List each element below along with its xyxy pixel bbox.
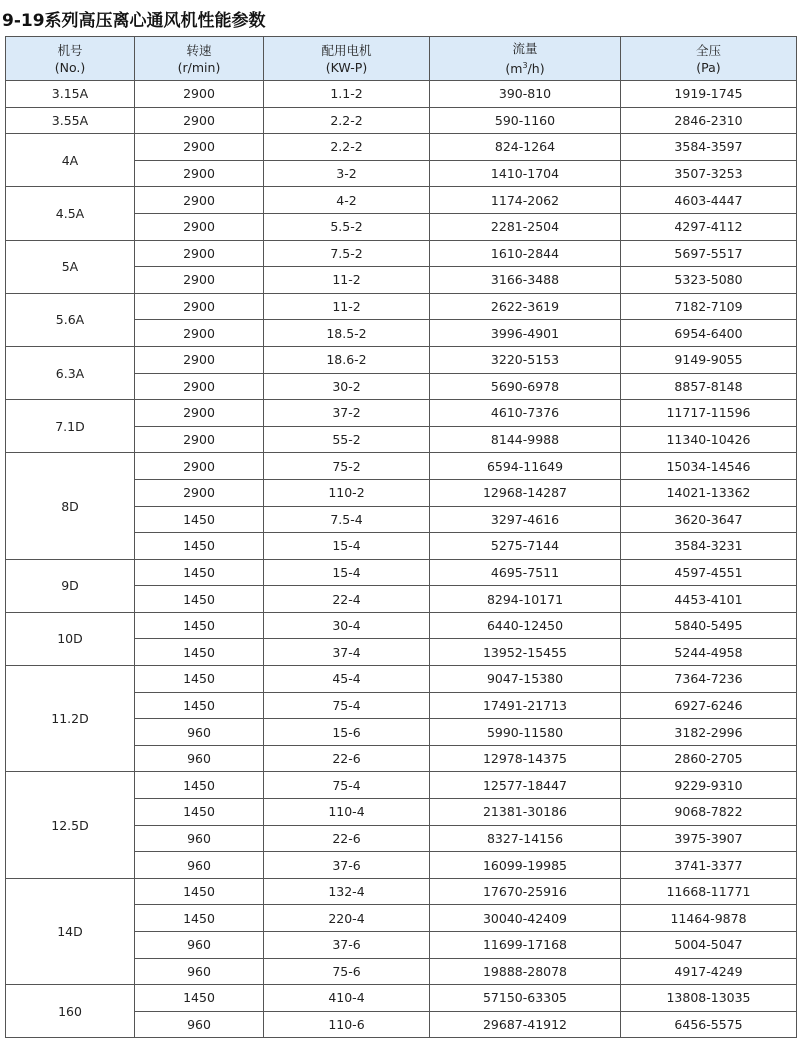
header-flow: 流量 $(m^3/h)$ bbox=[430, 37, 621, 81]
model-cell: 9D bbox=[6, 559, 135, 612]
pressure-cell: 6456-5575 bbox=[621, 1011, 797, 1038]
speed-cell: 960 bbox=[135, 719, 264, 746]
motor-cell: 7.5-2 bbox=[264, 240, 430, 267]
motor-cell: 30-4 bbox=[264, 612, 430, 639]
model-cell: 4A bbox=[6, 134, 135, 187]
speed-cell: 1450 bbox=[135, 612, 264, 639]
flow-cell: 9047-15380 bbox=[430, 666, 621, 693]
motor-cell: 18.6-2 bbox=[264, 346, 430, 373]
model-cell: 3.55A bbox=[6, 107, 135, 134]
pressure-cell: 3975-3907 bbox=[621, 825, 797, 852]
model-cell: 5A bbox=[6, 240, 135, 293]
flow-cell: 5275-7144 bbox=[430, 533, 621, 560]
flow-cell: 6594-11649 bbox=[430, 453, 621, 480]
pressure-cell: 4603-4447 bbox=[621, 187, 797, 214]
table-row bbox=[6, 293, 797, 320]
flow-cell: 4695-7511 bbox=[430, 559, 621, 586]
motor-cell: 11-2 bbox=[264, 267, 430, 294]
speed-cell: 2900 bbox=[135, 160, 264, 187]
pressure-cell: 9068-7822 bbox=[621, 799, 797, 826]
model-cell: 7.1D bbox=[6, 400, 135, 453]
model-cell: 11.2D bbox=[6, 666, 135, 772]
motor-cell: 75-2 bbox=[264, 453, 430, 480]
speed-cell: 960 bbox=[135, 825, 264, 852]
model-cell: 160 bbox=[6, 985, 135, 1038]
motor-cell: 15-4 bbox=[264, 559, 430, 586]
flow-cell: 1174-2062 bbox=[430, 187, 621, 214]
model-cell: 5.6A bbox=[6, 293, 135, 346]
pressure-cell: 3584-3231 bbox=[621, 533, 797, 560]
pressure-cell: 1919-1745 bbox=[621, 81, 797, 108]
table-row bbox=[6, 134, 797, 161]
speed-cell: 1450 bbox=[135, 666, 264, 693]
flow-cell: 19888-28078 bbox=[430, 958, 621, 985]
model-cell: 6.3A bbox=[6, 346, 135, 399]
flow-cell: 1410-1704 bbox=[430, 160, 621, 187]
flow-cell: 8294-10171 bbox=[430, 586, 621, 613]
pressure-cell: 11668-11771 bbox=[621, 878, 797, 905]
table-row bbox=[6, 666, 797, 693]
motor-cell: 220-4 bbox=[264, 905, 430, 932]
table-row bbox=[6, 985, 797, 1012]
header-pressure: 全压 (Pa) bbox=[621, 37, 797, 81]
header-speed: 转速 (r/min) bbox=[135, 37, 264, 81]
table-body bbox=[6, 81, 797, 1038]
header-motor: 配用电机 (KW-P) bbox=[264, 37, 430, 81]
table-row bbox=[6, 81, 797, 108]
flow-cell: 29687-41912 bbox=[430, 1011, 621, 1038]
table-row bbox=[6, 240, 797, 267]
speed-cell: 2900 bbox=[135, 373, 264, 400]
pressure-cell: 11717-11596 bbox=[621, 400, 797, 427]
pressure-cell: 3507-3253 bbox=[621, 160, 797, 187]
pressure-cell: 5840-5495 bbox=[621, 612, 797, 639]
speed-cell: 2900 bbox=[135, 479, 264, 506]
table-row bbox=[6, 878, 797, 905]
pressure-cell: 9229-9310 bbox=[621, 772, 797, 799]
pressure-cell: 9149-9055 bbox=[621, 346, 797, 373]
speed-cell: 960 bbox=[135, 1011, 264, 1038]
speed-cell: 2900 bbox=[135, 320, 264, 347]
pressure-cell: 2846-2310 bbox=[621, 107, 797, 134]
pressure-cell: 5697-5517 bbox=[621, 240, 797, 267]
flow-cell: 17670-25916 bbox=[430, 878, 621, 905]
speed-cell: 2900 bbox=[135, 346, 264, 373]
table-row bbox=[6, 187, 797, 214]
pressure-cell: 5004-5047 bbox=[621, 932, 797, 959]
motor-cell: 2.2-2 bbox=[264, 107, 430, 134]
pressure-cell: 4297-4112 bbox=[621, 213, 797, 240]
pressure-cell: 5323-5080 bbox=[621, 267, 797, 294]
flow-cell: 8327-14156 bbox=[430, 825, 621, 852]
pressure-cell: 13808-13035 bbox=[621, 985, 797, 1012]
flow-cell: 13952-15455 bbox=[430, 639, 621, 666]
speed-cell: 1450 bbox=[135, 985, 264, 1012]
motor-cell: 30-2 bbox=[264, 373, 430, 400]
page-title: 9-19系列高压离心通风机性能参数 bbox=[2, 11, 266, 31]
flow-cell: 1610-2844 bbox=[430, 240, 621, 267]
motor-cell: 110-2 bbox=[264, 479, 430, 506]
flow-cell: 3220-5153 bbox=[430, 346, 621, 373]
flow-cell: 2281-2504 bbox=[430, 213, 621, 240]
motor-cell: 22-4 bbox=[264, 586, 430, 613]
pressure-cell: 5244-4958 bbox=[621, 639, 797, 666]
flow-cell: 390-810 bbox=[430, 81, 621, 108]
flow-cell: 3166-3488 bbox=[430, 267, 621, 294]
motor-cell: 4-2 bbox=[264, 187, 430, 214]
flow-cell: 11699-17168 bbox=[430, 932, 621, 959]
pressure-cell: 4597-4551 bbox=[621, 559, 797, 586]
pressure-cell: 3584-3597 bbox=[621, 134, 797, 161]
speed-cell: 2900 bbox=[135, 187, 264, 214]
flow-cell: 4610-7376 bbox=[430, 400, 621, 427]
speed-cell: 960 bbox=[135, 745, 264, 772]
table-row bbox=[6, 107, 797, 134]
table-row bbox=[6, 559, 797, 586]
motor-cell: 3-2 bbox=[264, 160, 430, 187]
flow-cell: 57150-63305 bbox=[430, 985, 621, 1012]
performance-table bbox=[5, 36, 797, 1038]
motor-cell: 18.5-2 bbox=[264, 320, 430, 347]
speed-cell: 1450 bbox=[135, 506, 264, 533]
speed-cell: 2900 bbox=[135, 267, 264, 294]
speed-cell: 1450 bbox=[135, 559, 264, 586]
table-row bbox=[6, 612, 797, 639]
flow-cell: 590-1160 bbox=[430, 107, 621, 134]
speed-cell: 1450 bbox=[135, 905, 264, 932]
speed-cell: 1450 bbox=[135, 878, 264, 905]
header-model: 机号 (No.) bbox=[6, 37, 135, 81]
pressure-cell: 7182-7109 bbox=[621, 293, 797, 320]
motor-cell: 45-4 bbox=[264, 666, 430, 693]
flow-cell: 12577-18447 bbox=[430, 772, 621, 799]
model-cell: 10D bbox=[6, 612, 135, 665]
model-cell: 4.5A bbox=[6, 187, 135, 240]
model-cell: 14D bbox=[6, 878, 135, 984]
motor-cell: 37-6 bbox=[264, 852, 430, 879]
motor-cell: 75-4 bbox=[264, 692, 430, 719]
pressure-cell: 2860-2705 bbox=[621, 745, 797, 772]
table-row bbox=[6, 400, 797, 427]
flow-cell: 824-1264 bbox=[430, 134, 621, 161]
pressure-cell: 6954-6400 bbox=[621, 320, 797, 347]
flow-cell: 12978-14375 bbox=[430, 745, 621, 772]
speed-cell: 1450 bbox=[135, 586, 264, 613]
speed-cell: 2900 bbox=[135, 400, 264, 427]
speed-cell: 1450 bbox=[135, 533, 264, 560]
motor-cell: 37-2 bbox=[264, 400, 430, 427]
speed-cell: 1450 bbox=[135, 639, 264, 666]
pressure-cell: 3620-3647 bbox=[621, 506, 797, 533]
header-row bbox=[6, 37, 797, 81]
motor-cell: 37-4 bbox=[264, 639, 430, 666]
speed-cell: 2900 bbox=[135, 81, 264, 108]
motor-cell: 55-2 bbox=[264, 426, 430, 453]
speed-cell: 1450 bbox=[135, 692, 264, 719]
table-row bbox=[6, 453, 797, 480]
speed-cell: 960 bbox=[135, 932, 264, 959]
motor-cell: 132-4 bbox=[264, 878, 430, 905]
flow-cell: 2622-3619 bbox=[430, 293, 621, 320]
motor-cell: 410-4 bbox=[264, 985, 430, 1012]
model-cell: 12.5D bbox=[6, 772, 135, 878]
speed-cell: 2900 bbox=[135, 134, 264, 161]
pressure-cell: 7364-7236 bbox=[621, 666, 797, 693]
model-cell: 3.15A bbox=[6, 81, 135, 108]
table-row bbox=[6, 772, 797, 799]
pressure-cell: 4453-4101 bbox=[621, 586, 797, 613]
pressure-cell: 8857-8148 bbox=[621, 373, 797, 400]
flow-cell: 30040-42409 bbox=[430, 905, 621, 932]
motor-cell: 37-6 bbox=[264, 932, 430, 959]
table-row bbox=[6, 346, 797, 373]
speed-cell: 2900 bbox=[135, 293, 264, 320]
motor-cell: 22-6 bbox=[264, 745, 430, 772]
flow-cell: 5690-6978 bbox=[430, 373, 621, 400]
motor-cell: 15-4 bbox=[264, 533, 430, 560]
motor-cell: 15-6 bbox=[264, 719, 430, 746]
flow-cell: 16099-19985 bbox=[430, 852, 621, 879]
speed-cell: 960 bbox=[135, 958, 264, 985]
motor-cell: 75-4 bbox=[264, 772, 430, 799]
motor-cell: 22-6 bbox=[264, 825, 430, 852]
flow-cell: 3297-4616 bbox=[430, 506, 621, 533]
motor-cell: 110-4 bbox=[264, 799, 430, 826]
flow-cell: 21381-30186 bbox=[430, 799, 621, 826]
pressure-cell: 6927-6246 bbox=[621, 692, 797, 719]
flow-cell: 12968-14287 bbox=[430, 479, 621, 506]
pressure-cell: 3741-3377 bbox=[621, 852, 797, 879]
pressure-cell: 3182-2996 bbox=[621, 719, 797, 746]
speed-cell: 1450 bbox=[135, 772, 264, 799]
flow-cell: 3996-4901 bbox=[430, 320, 621, 347]
motor-cell: 1.1-2 bbox=[264, 81, 430, 108]
pressure-cell: 15034-14546 bbox=[621, 453, 797, 480]
flow-cell: 5990-11580 bbox=[430, 719, 621, 746]
motor-cell: 2.2-2 bbox=[264, 134, 430, 161]
pressure-cell: 11464-9878 bbox=[621, 905, 797, 932]
motor-cell: 7.5-4 bbox=[264, 506, 430, 533]
speed-cell: 2900 bbox=[135, 453, 264, 480]
pressure-cell: 4917-4249 bbox=[621, 958, 797, 985]
flow-cell: 8144-9988 bbox=[430, 426, 621, 453]
flow-cell: 6440-12450 bbox=[430, 612, 621, 639]
speed-cell: 2900 bbox=[135, 426, 264, 453]
speed-cell: 2900 bbox=[135, 107, 264, 134]
model-cell: 8D bbox=[6, 453, 135, 559]
pressure-cell: 14021-13362 bbox=[621, 479, 797, 506]
speed-cell: 1450 bbox=[135, 799, 264, 826]
speed-cell: 960 bbox=[135, 852, 264, 879]
motor-cell: 75-6 bbox=[264, 958, 430, 985]
motor-cell: 110-6 bbox=[264, 1011, 430, 1038]
speed-cell: 2900 bbox=[135, 240, 264, 267]
motor-cell: 5.5-2 bbox=[264, 213, 430, 240]
speed-cell: 2900 bbox=[135, 213, 264, 240]
flow-cell: 17491-21713 bbox=[430, 692, 621, 719]
motor-cell: 11-2 bbox=[264, 293, 430, 320]
pressure-cell: 11340-10426 bbox=[621, 426, 797, 453]
